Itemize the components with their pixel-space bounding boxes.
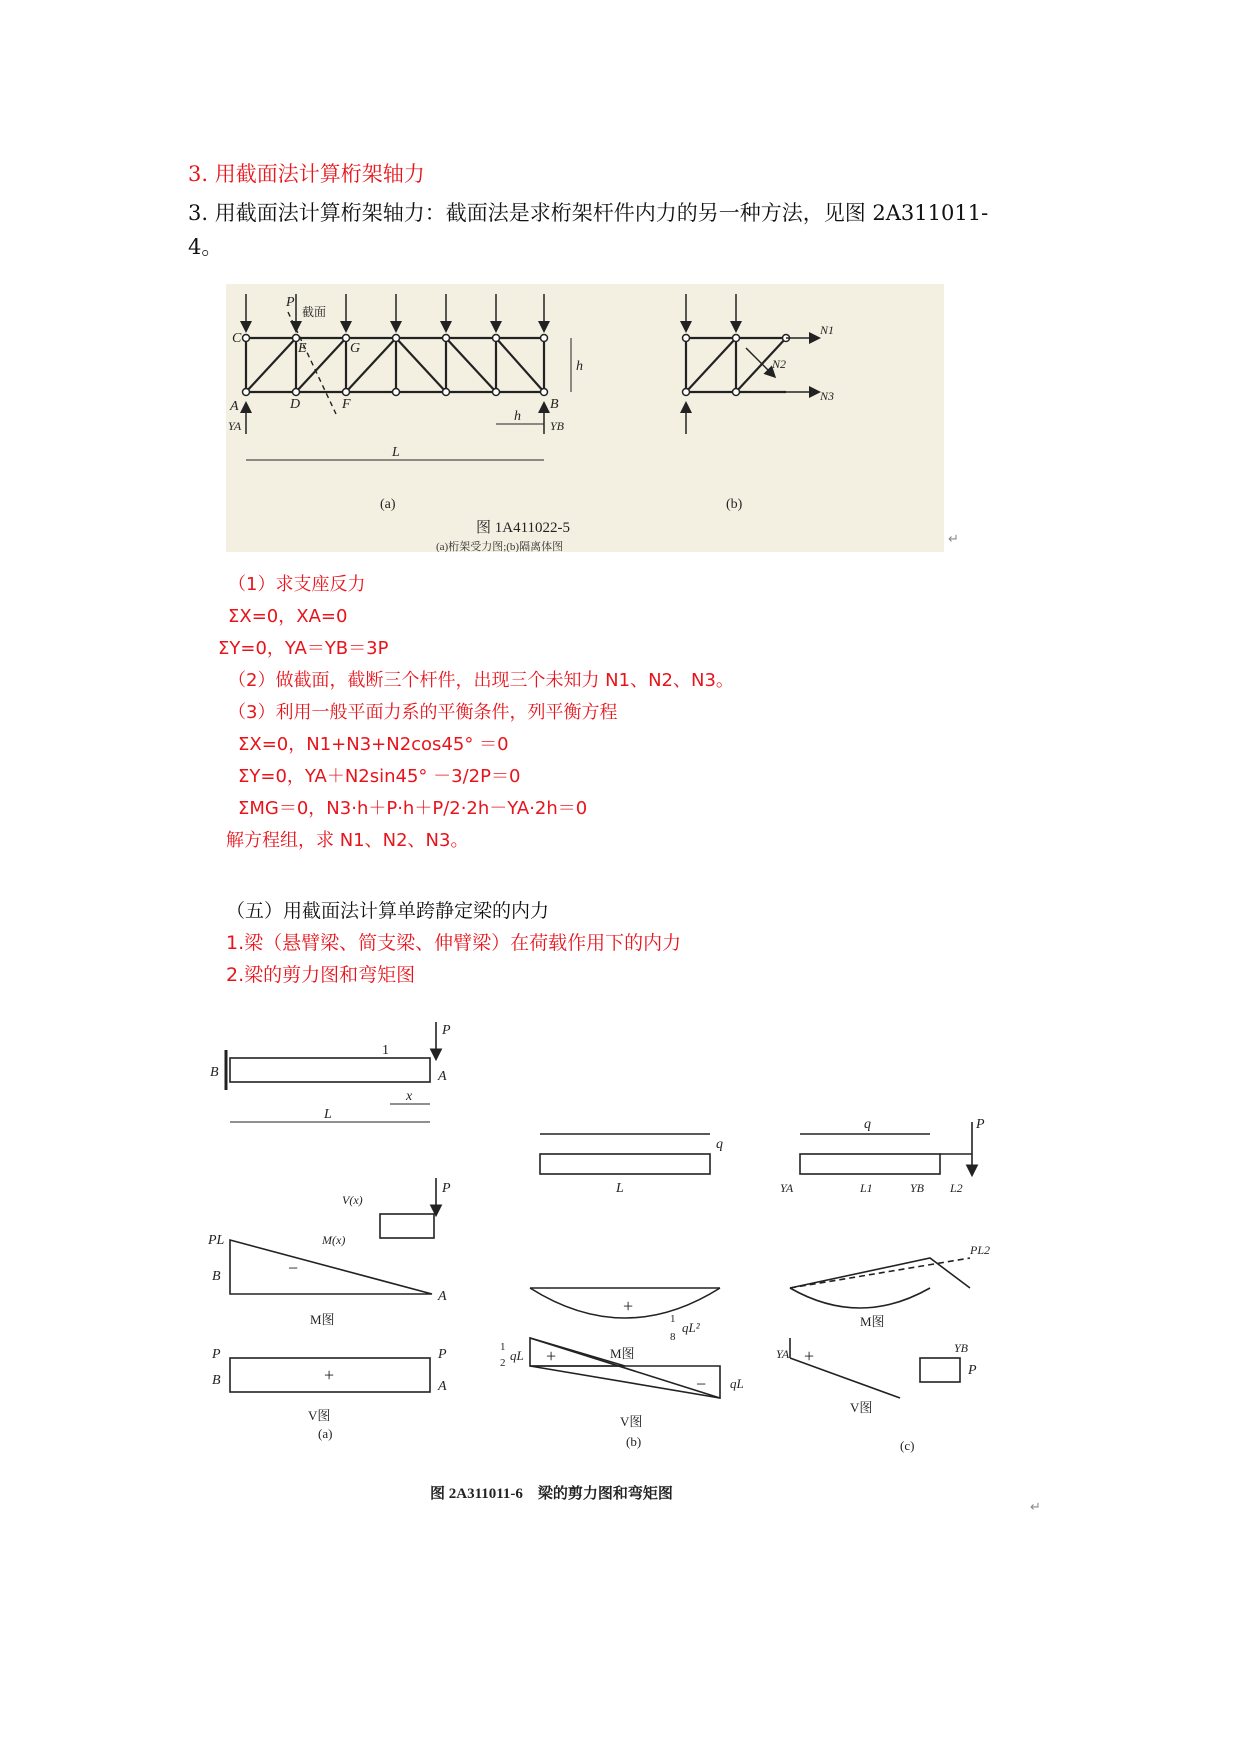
beam-diagram — [200, 1018, 1070, 1538]
step-line: ΣX=0，XA=0 — [228, 606, 348, 627]
v-ya-label-c: YA — [776, 1347, 790, 1361]
section-heading: 3. 用截面法计算桁架轴力 — [188, 162, 425, 186]
plus-sign-v-c: + — [804, 1346, 815, 1366]
length-l1-label: L1 — [860, 1181, 873, 1195]
load-p-label: P — [286, 295, 295, 310]
figure1-caption: 图 1A411022-5 — [476, 520, 571, 536]
v-end-a-label: A — [438, 1379, 447, 1394]
m-end-a-label: A — [438, 1289, 447, 1304]
step-line: ΣY=0，YA＝YB＝3P — [218, 638, 389, 659]
v-p-right-label: P — [438, 1347, 447, 1362]
length-l-label-b: L — [616, 1181, 624, 1196]
distance-x-label: x — [406, 1089, 413, 1104]
section5-item2: 2.梁的剪力图和弯矩图 — [226, 964, 416, 986]
force-n1-label: N1 — [820, 323, 835, 337]
freebody-p-label: P — [442, 1181, 451, 1196]
m-diagram-label-b: M图 — [610, 1346, 635, 1361]
beam-figure — [200, 1018, 1070, 1538]
plus-sign-b: + — [623, 1296, 634, 1316]
subfigure-a-label: (a) — [318, 1426, 333, 1441]
return-mark: ↵ — [948, 532, 959, 547]
one-eighth-ql2-label: qL² — [682, 1320, 700, 1335]
load-p-label-c: P — [976, 1117, 985, 1132]
step-line: ΣMG＝0，N3·h＋P·h＋P/2·2h－YA·2h＝0 — [238, 798, 588, 819]
m-end-b-label: B — [212, 1269, 221, 1284]
height-h-label: h — [576, 359, 583, 374]
reaction-yb-label: YB — [550, 419, 565, 433]
reaction-ya-label-c: YA — [780, 1181, 794, 1195]
subfigure-b-label: (b) — [726, 497, 743, 512]
force-n3-label: N3 — [820, 389, 835, 403]
v-diagram-label-a: V图 — [308, 1408, 331, 1423]
v-end-b-label: B — [212, 1373, 221, 1388]
step-line: （1）求支座反力 — [228, 574, 366, 595]
length-l-label: L — [324, 1107, 332, 1122]
step-line: （2）做截面，截断三个杆件，出现三个未知力 N1、N2、N3。 — [228, 670, 734, 691]
v-yb-label-c: YB — [954, 1341, 969, 1355]
figure1-subcaption: (a)桁架受力图;(b)隔离体图 — [436, 541, 564, 552]
node-c-label: C — [232, 331, 242, 346]
intro-paragraph: 3. 用截面法计算桁架轴力：截面法是求桁架杆件内力的另一种方法，见图 2A311011-4。 — [188, 201, 989, 259]
half-ql-right-label: qL — [730, 1376, 744, 1391]
node-d-label: D — [290, 397, 301, 412]
subfigure-c-label: (c) — [900, 1438, 915, 1453]
moment-pl2-label: PL2 — [970, 1243, 991, 1257]
v-diagram-label-c: V图 — [850, 1400, 873, 1415]
truss-diagram — [226, 284, 944, 552]
section-label: 截面 — [302, 305, 327, 319]
end-a-label: A — [438, 1069, 447, 1084]
v-p-label-c: P — [968, 1363, 977, 1378]
length-l2-label: L2 — [950, 1181, 963, 1195]
m-diagram-label-a: M图 — [310, 1312, 335, 1327]
fraction-8-label: 8 — [670, 1331, 676, 1343]
section5-title: （五）用截面法计算单跨静定梁的内力 — [226, 900, 550, 922]
minus-sign: − — [288, 1258, 299, 1278]
plus-sign: + — [324, 1365, 335, 1385]
step-line: ΣY=0，YA＋N2sin45° －3/2P＝0 — [238, 766, 521, 787]
load-p-label: P — [442, 1023, 451, 1038]
subfigure-b-label: (b) — [626, 1434, 642, 1449]
panel-h-label: h — [514, 409, 521, 424]
node-e-label: E — [298, 341, 307, 356]
minus-sign-v-b: − — [696, 1374, 707, 1394]
end-b-label: B — [210, 1065, 219, 1080]
node-f-label: F — [342, 397, 351, 412]
fraction-half-label: 1 — [500, 1341, 506, 1353]
node-g-label: G — [350, 341, 361, 356]
step-line: （3）利用一般平面力系的平衡条件，列平衡方程 — [228, 702, 618, 723]
fraction-1-label: 1 — [670, 1313, 676, 1325]
half-ql-left-label: qL — [510, 1348, 524, 1363]
reaction-ya-label: YA — [228, 419, 242, 433]
step-line: 解方程组，求 N1、N2、N3。 — [226, 830, 469, 851]
step-line: ΣX=0，N1+N3+N2cos45° ＝0 — [238, 734, 509, 755]
m-diagram-label-c: M图 — [860, 1314, 885, 1329]
plus-sign-v-b: + — [546, 1346, 557, 1366]
v-p-left-label: P — [212, 1347, 221, 1362]
load-q-label-c: q — [864, 1117, 871, 1132]
section-1-label: 1 — [382, 1043, 389, 1058]
truss-figure — [226, 284, 944, 552]
figure2-caption: 图 2A311011-6 梁的剪力图和弯矩图 — [430, 1486, 673, 1502]
fraction-2-label: 2 — [500, 1357, 506, 1369]
v-diagram-label-b: V图 — [620, 1414, 643, 1429]
return-mark: ↵ — [1030, 1500, 1041, 1515]
moment-pl-label: PL — [208, 1233, 225, 1248]
reaction-yb-label-c: YB — [910, 1181, 925, 1195]
moment-mx-label: M(x) — [322, 1233, 346, 1247]
load-q-label-b: q — [716, 1137, 723, 1152]
subfigure-a-label: (a) — [380, 497, 396, 512]
section5-item1: 1.梁（悬臂梁、简支梁、伸臂梁）在荷载作用下的内力 — [226, 932, 682, 954]
force-n2-label: N2 — [772, 357, 787, 371]
node-b-label: B — [550, 397, 559, 412]
node-a-label: A — [230, 399, 239, 414]
span-l-label: L — [392, 445, 400, 460]
shear-vx-label: V(x) — [342, 1193, 363, 1207]
